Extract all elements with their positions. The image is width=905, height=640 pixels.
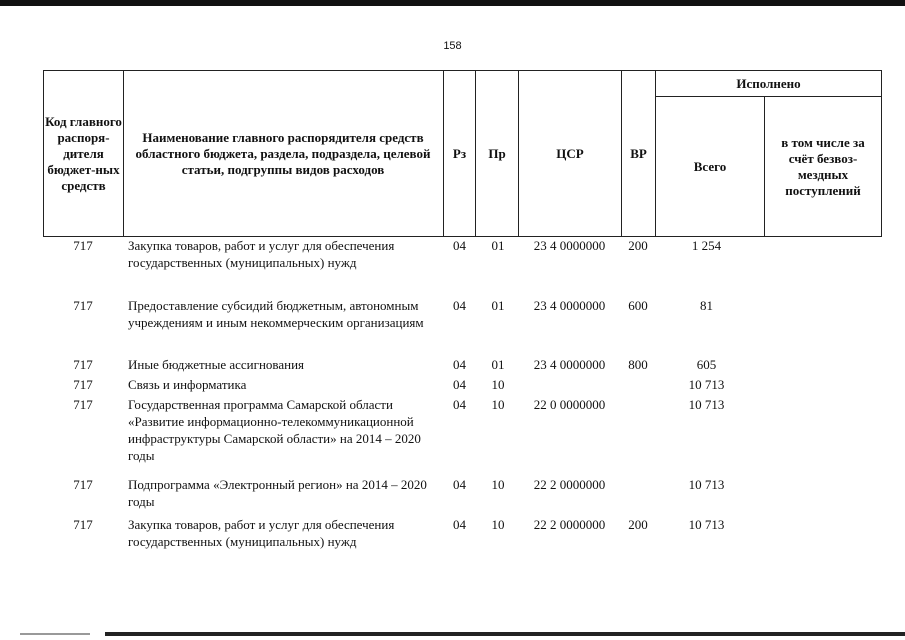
cell-kod: 717: [73, 517, 93, 532]
cell-total: 10 713: [688, 517, 725, 532]
cell-csr: 23 4 0000000: [533, 238, 606, 253]
cell-pr: 01: [491, 357, 505, 372]
cell-name: Подпрограмма «Электронный регион» на 2014 – 2020 годы: [128, 477, 427, 509]
cell-pr: 10: [491, 477, 505, 492]
cell-name: Иные бюджетные ассигнования: [128, 357, 305, 372]
cell-vr: 200: [628, 517, 648, 532]
cell-pr: 01: [491, 298, 505, 313]
cell-name: Связь и информатика: [128, 377, 247, 392]
cell-pr: 10: [491, 517, 505, 532]
cell-csr: 23 4 0000000: [533, 298, 606, 313]
cell-pr: 10: [491, 377, 505, 392]
cell-total: 10 713: [688, 377, 725, 392]
cell-csr: 22 2 0000000: [533, 517, 606, 532]
header-col-divider: [123, 70, 124, 237]
cell-total: 605: [696, 357, 717, 372]
cell-csr: 23 4 0000000: [533, 357, 606, 372]
header-pr: Пр: [488, 145, 506, 161]
cell-rz: 04: [453, 517, 466, 532]
cell-rz: 04: [453, 357, 466, 372]
cell-total: 10 713: [688, 397, 725, 412]
cell-total: 10 713: [688, 477, 725, 492]
header-col-divider: [881, 70, 882, 237]
cell-name: Закупка товаров, работ и услуг для обеспечения государственных (муниципальных) нужд: [128, 238, 395, 270]
cell-pr: 01: [491, 238, 505, 253]
cell-name: Государственная программа Самарской области «Развитие информационно-телекоммуникационной инфраструктуры Самарской области» на 2014 – 2020 годы: [128, 397, 421, 463]
cell-name: Закупка товаров, работ и услуг для обеспечения государственных (муниципальных) нужд: [128, 517, 395, 549]
cell-rz: 04: [453, 397, 466, 412]
cell-rz: 04: [453, 477, 466, 492]
scan-border-bottom-left: [20, 633, 90, 635]
cell-vr: 600: [628, 298, 648, 313]
header-bezvozm: в том числе за счёт безвоз-мездных поступлений: [781, 134, 865, 198]
header-csr: ЦСР: [556, 145, 584, 161]
header-kod: Код главного распоря-дителя бюджет-ных средств: [45, 113, 122, 193]
cell-vr: 200: [628, 238, 648, 253]
page-number: 158: [443, 40, 462, 52]
cell-rz: 04: [453, 298, 466, 313]
cell-vr: 800: [628, 357, 648, 372]
header-col-divider: [764, 96, 765, 237]
cell-csr: 22 0 0000000: [533, 397, 606, 412]
header-name: Наименование главного распорядителя средств областного бюджета, раздела, подраздела, целевой статьи, подгруппы видов расходов: [135, 129, 431, 177]
cell-pr: 10: [491, 397, 505, 412]
cell-rz: 04: [453, 238, 466, 253]
header-ispolneno: Исполнено: [736, 75, 801, 91]
cell-kod: 717: [73, 377, 93, 392]
cell-kod: 717: [73, 477, 93, 492]
header-vsego: Всего: [693, 158, 727, 174]
cell-rz: 04: [453, 377, 466, 392]
cell-kod: 717: [73, 238, 93, 253]
cell-kod: 717: [73, 397, 93, 412]
scan-border-bottom: [105, 632, 905, 636]
cell-kod: 717: [73, 357, 93, 372]
cell-csr: 22 2 0000000: [533, 477, 606, 492]
header-rz: Рз: [452, 145, 467, 161]
header-vr: ВР: [630, 145, 647, 161]
cell-name: Предоставление субсидий бюджетным, автономным учреждениям и иным некоммерческим организациям: [128, 298, 424, 330]
cell-total: 1 254: [691, 238, 722, 253]
cell-total: 81: [700, 298, 713, 313]
cell-kod: 717: [73, 298, 93, 313]
